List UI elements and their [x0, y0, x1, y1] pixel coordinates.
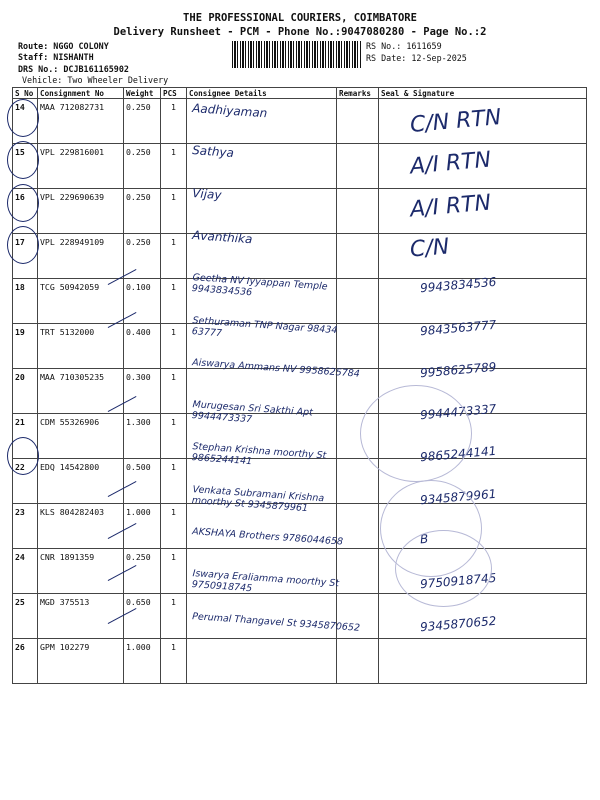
cell-cons: TRT 5132000 — [38, 324, 124, 369]
cell-cons: CDM 55326906 — [38, 414, 124, 459]
cell-sno: 21 — [13, 414, 38, 459]
handwritten-consignee: Avanthika — [191, 227, 253, 247]
handwritten-signature: 9943834536 — [419, 274, 497, 296]
handwritten-signature: 9865244141 — [419, 444, 497, 465]
handwritten-signature: B — [419, 531, 429, 547]
cell-cons: TCG 50942059 — [38, 279, 124, 324]
cell-weight: 0.250 — [124, 144, 161, 189]
cell-remarks — [337, 189, 379, 234]
handwritten-signature: C/N — [408, 234, 451, 263]
cell-cons: GPM 102279 — [38, 639, 124, 684]
rs-number: RS No.: 1611659 — [366, 41, 442, 51]
cell-pcs: 1 — [161, 414, 187, 459]
cell-weight: 0.100 — [124, 279, 161, 324]
col-sno: S No — [13, 88, 38, 99]
handwritten-consignee: Murugesan Sri Sakthi Apt 9944473337 — [191, 399, 314, 426]
handwritten-signature: 9750918745 — [419, 570, 497, 592]
table-row — [13, 639, 587, 684]
handwritten-signature: 9345879961 — [419, 486, 497, 507]
handwritten-signature: A/I RTN — [409, 147, 493, 180]
cell-sno: 15 — [13, 144, 38, 189]
cell-cons: CNR 1891359 — [38, 549, 124, 594]
handwritten-consignee: Venkata Subramani Krishna moorthy St 9345879961 — [191, 483, 325, 514]
company-title: THE PROFESSIONAL COURIERS, COIMBATORE — [183, 12, 417, 24]
cell-sno: 26 — [13, 639, 38, 684]
faint-stamp — [360, 385, 472, 482]
cell-cons: EDQ 14542800 — [38, 459, 124, 504]
cell-sno: 18 — [13, 279, 38, 324]
cell-cons: VPL 228949109 — [38, 234, 124, 279]
cell-pcs: 1 — [161, 504, 187, 549]
cell-consignee — [187, 639, 337, 684]
cell-cons: MAA 710305235 — [38, 369, 124, 414]
col-consignee: Consignee Details — [187, 88, 337, 99]
staff-label: Staff: NISHANTH — [18, 52, 94, 62]
cell-remarks — [337, 639, 379, 684]
cell-weight: 1.000 — [124, 504, 161, 549]
sno-circle-mark — [7, 226, 39, 264]
sno-circle-mark — [7, 99, 39, 137]
handwritten-consignee: Iswarya Eraliamma moorthy St 9750918745 — [191, 568, 340, 595]
handwritten-consignee: AKSHAYA Brothers 9786044658 — [191, 526, 344, 548]
handwritten-consignee: Perumal Thangavel St 9345870652 — [191, 610, 361, 634]
handwritten-signature: 9345870652 — [419, 613, 497, 634]
cell-sno: 24 — [13, 549, 38, 594]
col-pcs: PCS — [161, 88, 187, 99]
handwritten-signature: 9944473337 — [419, 401, 497, 423]
cell-pcs: 1 — [161, 279, 187, 324]
cell-weight: 1.300 — [124, 414, 161, 459]
rs-date: RS Date: 12-Sep-2025 — [366, 53, 467, 63]
cell-pcs: 1 — [161, 144, 187, 189]
cell-weight: 0.250 — [124, 189, 161, 234]
cell-sno: 19 — [13, 324, 38, 369]
col-seal: Seal & Signature — [379, 88, 587, 99]
cell-seal — [379, 639, 587, 684]
cell-weight: 0.250 — [124, 99, 161, 144]
cell-weight: 1.000 — [124, 639, 161, 684]
handwritten-consignee: Sathya — [191, 143, 235, 161]
table-row — [13, 594, 587, 639]
cell-cons: VPL 229816001 — [38, 144, 124, 189]
runsheet-title: Delivery Runsheet - PCM - Phone No.:9047080280 - Page No.:2 — [113, 26, 487, 38]
cell-weight: 0.500 — [124, 459, 161, 504]
table-header — [13, 88, 587, 99]
cell-sno: 20 — [13, 369, 38, 414]
cell-pcs: 1 — [161, 234, 187, 279]
cell-cons: KLS 804282403 — [38, 504, 124, 549]
cell-pcs: 1 — [161, 594, 187, 639]
cell-cons: VPL 229690639 — [38, 189, 124, 234]
handwritten-consignee: Vijay — [191, 185, 223, 202]
cell-pcs: 1 — [161, 459, 187, 504]
cell-weight: 0.250 — [124, 234, 161, 279]
handwritten-consignee: Stephan Krishna moorthy St 9865244141 — [191, 441, 327, 468]
cell-pcs: 1 — [161, 99, 187, 144]
cell-sno: 23 — [13, 504, 38, 549]
handwritten-signature: A/I RTN — [409, 190, 493, 223]
handwritten-signature: 9958625789 — [419, 359, 497, 381]
barcode-image — [232, 41, 362, 68]
cell-weight: 0.650 — [124, 594, 161, 639]
cell-cons: MGD 375513 — [38, 594, 124, 639]
cell-sno: 25 — [13, 594, 38, 639]
handwritten-consignee: Aadhiyaman — [191, 101, 268, 121]
handwritten-signature: C/N RTN — [409, 105, 503, 138]
handwritten-consignee: Sethuraman TNP Nagar 98434 63777 — [191, 314, 338, 339]
cell-sno: 17 — [13, 234, 38, 279]
vehicle-label: Vehicle: Two Wheeler Delivery — [22, 75, 169, 85]
cell-pcs: 1 — [161, 324, 187, 369]
cell-sno: 16 — [13, 189, 38, 234]
drs-label: DRS No.: DCJB161165902 — [18, 64, 129, 74]
faint-stamp — [395, 530, 492, 607]
col-remarks: Remarks — [337, 88, 379, 99]
handwritten-consignee: Geetha NV Iyyappan Temple 9943834536 — [191, 272, 328, 299]
route-label: Route: NGGO COLONY — [18, 41, 109, 51]
sno-circle-mark — [7, 184, 39, 222]
cell-sno: 22 — [13, 459, 38, 504]
cell-pcs: 1 — [161, 369, 187, 414]
cell-pcs: 1 — [161, 639, 187, 684]
table-row — [13, 144, 587, 189]
cell-weight: 0.400 — [124, 324, 161, 369]
cell-sno: 14 — [13, 99, 38, 144]
handwritten-consignee: Aiswarya Ammans NV 9958625784 — [191, 356, 361, 380]
handwritten-signature: 9843563777 — [419, 317, 497, 338]
cell-pcs: 1 — [161, 189, 187, 234]
cell-weight: 0.250 — [124, 549, 161, 594]
col-consignment: Consignment No — [38, 88, 124, 99]
cell-weight: 0.300 — [124, 369, 161, 414]
cell-pcs: 1 — [161, 549, 187, 594]
cell-cons: MAA 712082731 — [38, 99, 124, 144]
col-weight: Weight — [124, 88, 161, 99]
